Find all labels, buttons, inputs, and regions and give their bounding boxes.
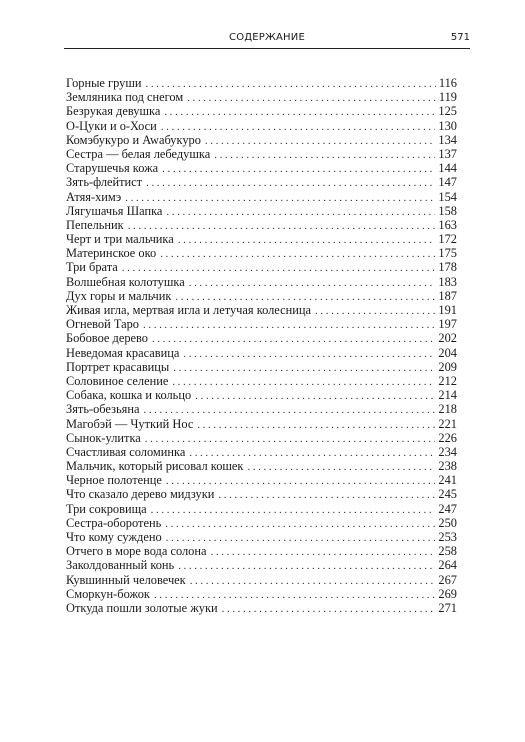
toc-entry (66, 119, 457, 133)
toc-entry-page: 269 (438, 586, 457, 601)
dot-leader (166, 531, 436, 545)
toc-entry-page: 204 (438, 345, 457, 360)
toc-entry-page: 125 (438, 104, 457, 119)
dot-leader (195, 389, 435, 403)
toc-entry-title: Сморкун-божок (66, 586, 150, 601)
toc-entry-title: Атяя-химэ (66, 189, 122, 204)
running-header (64, 30, 470, 49)
toc-entry (66, 544, 457, 558)
dot-leader (315, 304, 435, 318)
toc-entry-title: Что сказало дерево мидзуки (66, 487, 215, 502)
dot-leader (190, 574, 436, 588)
toc-entry-title: Кувшинный человечек (66, 572, 186, 587)
toc-entry-title: Сынок-улитка (66, 430, 141, 445)
dot-leader (178, 559, 435, 573)
toc-entry-title: Магобэй — Чуткий Нос (66, 416, 194, 431)
toc-entry-page: 209 (438, 359, 457, 374)
running-header-title: СОДЕРЖАНИЕ (229, 32, 305, 43)
page-number: 571 (450, 32, 470, 43)
dot-leader (214, 148, 435, 162)
toc-entry (66, 161, 457, 175)
dot-leader (165, 517, 435, 531)
toc-entry-page: 226 (438, 430, 457, 445)
dot-leader (128, 219, 436, 233)
dot-leader (143, 403, 435, 417)
toc-entry-title: О-Цуки и о-Хоси (66, 118, 157, 133)
toc-entry (66, 558, 457, 572)
toc-entry-title: Дух горы и мальчик (66, 288, 172, 303)
dot-leader (161, 120, 436, 134)
dot-leader (164, 105, 435, 119)
toc-entry-page: 264 (438, 558, 457, 573)
dot-leader (173, 361, 435, 375)
toc-entry (66, 459, 457, 473)
toc-entry-page: 258 (438, 544, 457, 559)
toc-entry-title: Портрет красавицы (66, 359, 170, 374)
toc-entry (66, 303, 457, 317)
toc-entry-page: 253 (438, 530, 457, 544)
toc-entry (66, 587, 457, 601)
toc-entry-title: Бобовое дерево (66, 331, 148, 346)
toc-entry-title: Лягушачья Шапка (66, 203, 163, 218)
toc-entry (66, 317, 457, 331)
toc-entry-title: Откуда пошли золотые жуки (66, 600, 218, 615)
toc-entry-page: 245 (438, 487, 457, 502)
toc-entry-page: 221 (438, 416, 457, 431)
toc-entry-page: 137 (438, 146, 457, 161)
toc-entry-title: Живая игла, мертвая игла и летучая колесница (66, 303, 312, 317)
dot-leader (166, 474, 436, 488)
toc-entry (66, 133, 457, 147)
toc-entry (66, 431, 457, 445)
toc-entry (66, 402, 457, 416)
toc-entry-page: 172 (438, 232, 457, 247)
toc-entry-title: Мальчик, который рисовал кошек (66, 459, 244, 474)
toc-entry-title: Волшебная колотушка (66, 274, 185, 289)
toc-entry-page: 163 (438, 217, 457, 232)
toc-entry (66, 104, 457, 118)
toc-entry-page: 191 (438, 303, 457, 317)
toc-entry (66, 289, 457, 303)
toc-entry-page: 247 (438, 501, 457, 516)
dot-leader (247, 460, 435, 474)
toc-entry-title: Зять-флейтист (66, 175, 143, 190)
toc-entry (66, 204, 457, 218)
dot-leader (145, 432, 436, 446)
toc-entry-page: 178 (438, 260, 457, 275)
toc-entry-title: Зять-обезьяна (66, 402, 140, 417)
dot-leader (166, 205, 435, 219)
dot-leader (175, 290, 435, 304)
toc-entry (66, 218, 457, 232)
dot-leader (222, 602, 436, 616)
dot-leader (218, 488, 435, 502)
toc-entry-page: 241 (438, 473, 457, 488)
toc-entry-title: Черное полотенце (66, 473, 162, 488)
toc-entry (66, 76, 457, 90)
dot-leader (143, 318, 435, 332)
toc-entry (66, 374, 457, 388)
toc-entry-page: 175 (438, 246, 457, 261)
toc-entry-title: Собака, кошка и кольцо (66, 388, 192, 403)
toc-entry-page: 234 (438, 444, 457, 459)
toc-entry-page: 238 (438, 459, 457, 474)
dot-leader (178, 233, 436, 247)
dot-leader (151, 503, 436, 517)
toc-entry-page: 218 (438, 402, 457, 417)
dot-leader (146, 176, 435, 190)
dot-leader (122, 261, 436, 275)
toc-entry-page: 271 (438, 600, 457, 615)
dot-leader (189, 276, 436, 290)
toc-entry-page: 202 (438, 331, 457, 346)
dot-leader (125, 191, 435, 205)
toc-entry (66, 473, 457, 487)
toc-entry-title: Три сокровища (66, 501, 147, 516)
toc-entry-page: 250 (438, 515, 457, 530)
toc-entry (66, 487, 457, 501)
toc-entry-page: 130 (438, 118, 457, 133)
toc-entry (66, 90, 457, 104)
toc-entry-page: 197 (438, 317, 457, 332)
toc-entry-page: 147 (438, 175, 457, 190)
toc-entry-page: 214 (438, 388, 457, 403)
toc-entry (66, 147, 457, 161)
toc-entry-page: 119 (438, 90, 457, 105)
dot-leader (183, 347, 435, 361)
toc-entry (66, 502, 457, 516)
toc-entry-title: Черт и три мальчика (66, 232, 174, 247)
toc-entry (66, 445, 457, 459)
dot-leader (189, 446, 435, 460)
toc-entry-title: Земляника под снегом (66, 90, 184, 105)
toc-entry-title: Отчего в море вода солона (66, 544, 207, 559)
toc-entry-page: 134 (438, 132, 457, 147)
toc-entry-page: 212 (438, 373, 457, 388)
toc-entry-page: 158 (438, 203, 457, 218)
toc-entry (66, 260, 457, 274)
dot-leader (154, 588, 435, 602)
toc-entry (66, 417, 457, 431)
toc-entry (66, 388, 457, 402)
toc-entry (66, 246, 457, 260)
toc-entry-title: Огневой Таро (66, 317, 140, 332)
toc-entry (66, 232, 457, 246)
toc-entry-title: Три брата (66, 260, 118, 275)
toc-entry (66, 346, 457, 360)
toc-entry-title: Старушечья кожа (66, 161, 159, 176)
dot-leader (160, 247, 435, 261)
toc-entry-title: Безрукая девушка (66, 104, 161, 119)
toc-entry-title: Пепельник (66, 217, 124, 232)
table-of-contents (66, 76, 457, 615)
dot-leader (210, 545, 435, 559)
toc-entry (66, 275, 457, 289)
toc-entry-title: Материнское око (66, 246, 157, 261)
toc-entry-title: Сестра — белая лебедушка (66, 146, 211, 161)
toc-entry-page: 183 (438, 274, 457, 289)
toc-entry (66, 516, 457, 530)
toc-entry-page: 187 (438, 288, 457, 303)
toc-entry-title: Что кому суждено (66, 530, 162, 544)
toc-entry-title: Неведомая красавица (66, 345, 180, 360)
toc-entry (66, 530, 457, 544)
toc-entry-title: Счастливая соломинка (66, 444, 186, 459)
dot-leader (197, 418, 435, 432)
toc-entry-page: 154 (438, 189, 457, 204)
toc-entry-page: 116 (438, 76, 457, 90)
toc-entry-title: Соловиное селение (66, 373, 169, 388)
toc-entry (66, 573, 457, 587)
toc-entry-title: Комэбукуро и Awабукуро (66, 132, 201, 147)
dot-leader (146, 77, 436, 91)
toc-entry (66, 360, 457, 374)
toc-entry-title: Сестра-оборотень (66, 515, 162, 530)
toc-entry-title: Горные груши (66, 76, 142, 90)
toc-entry-title: Заколдованный конь (66, 558, 175, 573)
dot-leader (172, 375, 435, 389)
toc-entry (66, 331, 457, 345)
toc-entry (66, 190, 457, 204)
toc-entry (66, 601, 457, 615)
toc-entry-page: 144 (438, 161, 457, 176)
dot-leader (187, 91, 436, 105)
toc-entry (66, 175, 457, 189)
toc-entry-page: 267 (438, 572, 457, 587)
dot-leader (205, 134, 435, 148)
dot-leader (152, 332, 435, 346)
dot-leader (162, 162, 435, 176)
